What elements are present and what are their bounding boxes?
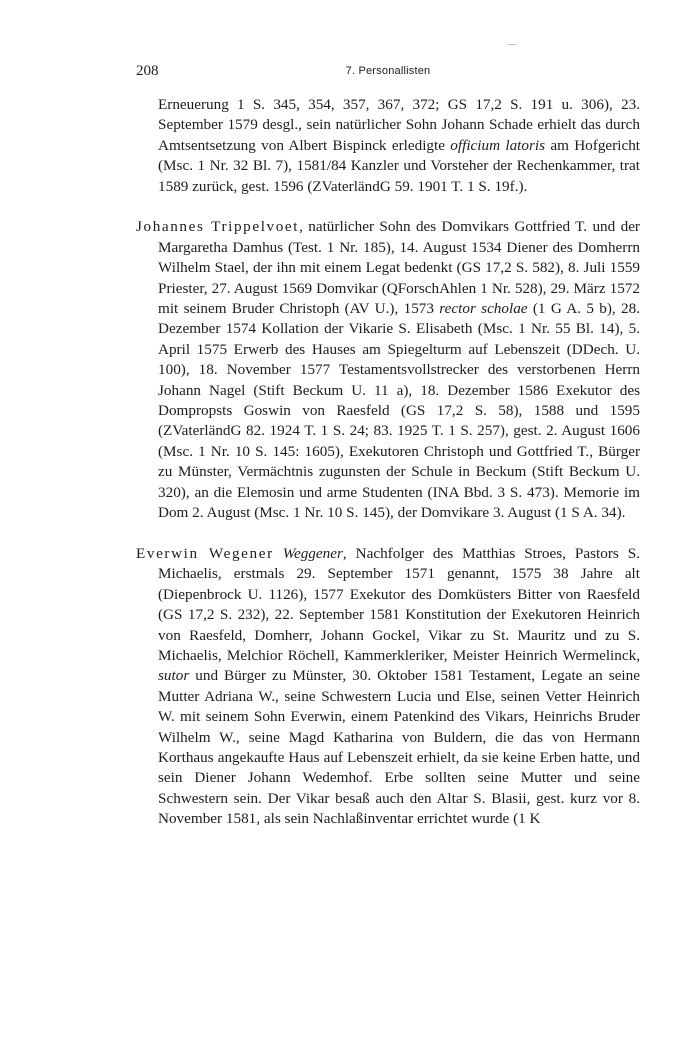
scan-mark (508, 44, 516, 45)
entry-text: Erneuerung 1 S. 345, 354, 357, 367, 372; GS 17,2 S. 191 u. 306), 23. September 1579 desgl., sein natürlicher Sohn Johann Schade erhielt das durch Amtsentsetzung von Albert Bispinck erledigte (158, 96, 640, 154)
entry-wegener (136, 544, 640, 830)
entry-continuation (136, 95, 640, 197)
person-name: Everwin Wegener (136, 544, 274, 562)
entry-text: , Nachfolger des Matthias Stroes, Pastors S. Michaelis, erstmals 29. September 1571 genannt, 1575 38 Jahre alt (Diepenbrock U. 1126), 1577 Exekutor des Domküsters Bitter von Raesfeld (GS 17,2 S. 232), 22. September 1581 Konstitution der Exekutoren Heinrich von Raesfeld, Domherr, Johann Gockel, Vikar zu St. Mauritz und zu S. Michaelis, Melchior Röchell, Kammerkleriker, Meister Heinrich Wermelinck, (158, 544, 641, 664)
italic-term: rector scholae (439, 300, 528, 318)
entry-text: , natürlicher Sohn des Domvikars Gottfried T. und der Margaretha Damhus (Test. 1 Nr. 185), 14. August 1534 Diener des Domherrn Wilhelm Stael, der ihn mit einem Legat bedenkt (GS 17,2 S. 582), 8. Juli 1559 Priester, 27. August 1569 Domvikar (QForschAhlen 1 Nr. 528), 29. März 1572 mit seinem Bruder Christoph (AV U.), 1573 (158, 218, 640, 318)
page-number: 208 (136, 63, 159, 79)
entry-text: und Bürger zu Münster, 30. Oktober 1581 Testament, Legate an seine Mutter Adriana W., seine Schwestern Lucia und Else, seinen Vetter Heinrich W. mit seinem Sohn Everwin, einem Patenkind des Vikars, Heinrichs Bruder Wilhelm W., seine Magd Katharina von Buldern, die das von Hermann Korthaus angekaufte Haus auf Lebenszeit erhielt, da sie keine Erben hatte, und sein Diener Johann Wedemhof. Erbe sollten seine Mutter und seine Schwestern sein. Der Vikar besaß auch den Altar S. Blasii, gest. kurz vor 8. November 1581, als sein Nachlaßinventar errichtet wurde (1 K (158, 667, 640, 828)
entry-trippelvoet (136, 217, 640, 523)
entry-text: am Hofgericht (Msc. 1 Nr. 32 Bl. 7), 1581/84 Kanzler und Vorsteher der Rechenkammer, trat 1589 zurück, gest. 1596 (ZVaterländG 59. 1901 T. 1 S. 19f.). (158, 136, 641, 195)
body-text (136, 95, 640, 830)
running-title: 7. Personallisten (345, 65, 431, 77)
person-name: Johannes Trippelvoet (136, 218, 300, 236)
italic-term: officium latoris (450, 136, 546, 154)
entry-text: (1 G A. 5 b), 28. Dezember 1574 Kollation der Vikarie S. Elisabeth (Msc. 1 Nr. 55 Bl. 14), 5. April 1575 Erwerb des Hauses am Spiegelturm auf Lebenszeit (DDech. U. 100), 18. November 1577 Testamentsvollstrecker des verstorbenen Herrn Johann Nagel (Stift Beckum U. 11 a), 18. Dezember 1586 Exekutor des Dompropsts Goswin von Raesfeld (GS 17,2 S. 58), 1588 und 1595 (ZVaterländG 82. 1924 T. 1 S. 24; 83. 1925 T. 1 S. 257), gest. 2. August 1606 (Msc. 1 Nr. 10 S. 145: 1605), Exekutoren Christoph und Gottfried T., Bürger zu Münster, Vermächtnis zugunsten der Schule in Beckum (Stift Beckum U. 320), an die Elemosin und arme Studenten (INA Bbd. 3 S. 473). Memorie im Dom 2. August (Msc. 1 Nr. 10 S. 145), der Domvikare 3. August (1 S A. 34). (158, 300, 640, 522)
italic-term: sutor (158, 667, 190, 685)
name-variant: Weggener (282, 544, 343, 562)
page-header (136, 60, 640, 82)
